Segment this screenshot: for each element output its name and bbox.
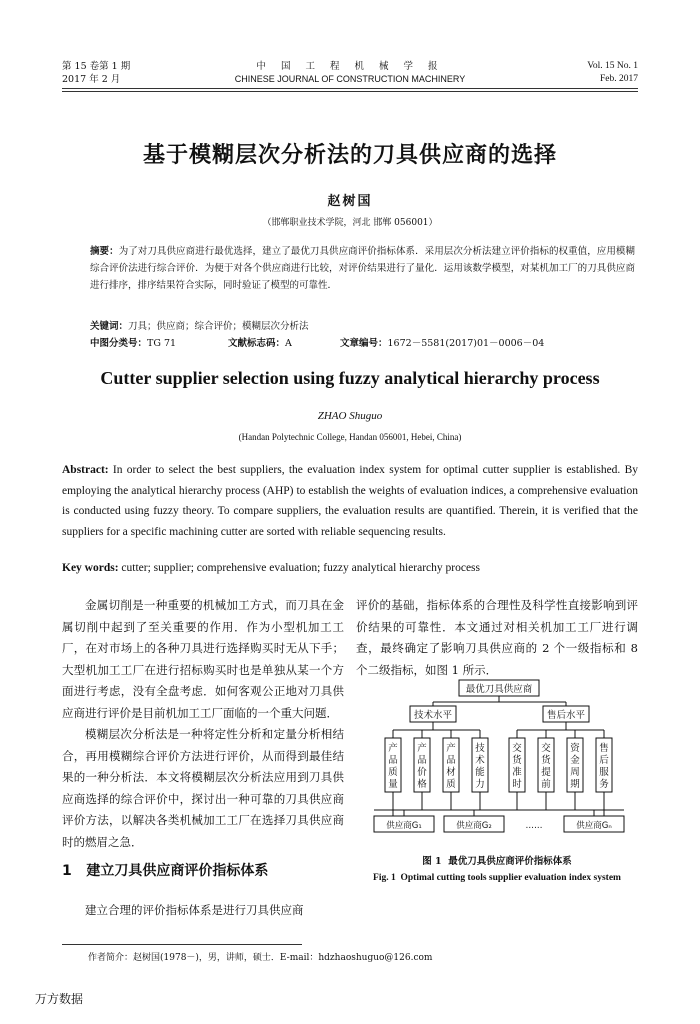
keywords-en-text: cutter; supplier; comprehensive evaluation; fuzzy analytical hierarchy process xyxy=(121,562,481,574)
figure-number-en: Fig. 1 xyxy=(373,873,396,883)
journal-name-cn: 中 国 工 程 机 械 学 报 xyxy=(256,61,444,72)
figure-caption-en xyxy=(356,870,638,887)
clc-label: 中图分类号： xyxy=(90,338,148,349)
journal-name-en: CHINESE JOURNAL OF CONSTRUCTION MACHINERY xyxy=(234,74,466,84)
supplier-label: 供应商G₁ xyxy=(386,821,422,831)
running-header-right xyxy=(587,60,638,86)
level1-node-label: 售后水平 xyxy=(546,710,586,721)
date-cn: 2017 年 2 月 xyxy=(62,74,121,85)
section-heading xyxy=(62,860,344,880)
document-code xyxy=(228,336,292,352)
abstract-cn-label: 摘要： xyxy=(90,246,119,257)
level2-labels xyxy=(388,742,609,790)
paper-title-en: Cutter supplier selection using fuzzy analytical hierarchy process xyxy=(100,368,600,388)
volume-issue-en: Vol. 15 No. 1 xyxy=(587,61,638,71)
figure-hierarchy-diagram xyxy=(368,676,630,848)
level2-node-label: 交货提前 xyxy=(541,743,551,790)
section-title: 建立刀具供应商评价指标体系 xyxy=(86,863,269,879)
level2-node-label: 交货准时 xyxy=(512,743,522,790)
abstract-cn-text: 为了对刀具供应商进行最优选择，建立了最优刀具供应商评价指标体系．采用层次分析法建立评价指标的权重值，应用模糊综合评价法进行综合评价．为便于对各个供应商进行比较，对评价结果进行了量化．运用该数学模型，对某机加工厂的刀具供应商进行排序，排序结果符合实际，同时验证了模型的可靠性． xyxy=(90,246,635,291)
section-number: 1 xyxy=(62,863,72,879)
figure-number-cn: 图 1 xyxy=(422,856,442,867)
supplier-label: 供应商Gₙ xyxy=(576,821,612,831)
figure-caption-cn xyxy=(356,853,638,870)
figure-title-cn: 最优刀具供应商评价指标体系 xyxy=(448,856,572,867)
body-left-column xyxy=(62,595,344,853)
affiliation-en: (Handan Polytechnic College, Handan 056001, Hebei, China) xyxy=(238,432,462,442)
level2-node-label: 产品质量 xyxy=(388,743,398,790)
keywords-cn xyxy=(90,319,309,335)
root-node-label: 最优刀具供应商 xyxy=(465,684,533,695)
author-footnote: 作者简介：赵树国(1978－)，男，讲师，硕士．E-mail：hdzhaoshuguo@126.com xyxy=(88,953,433,963)
article-no-label: 文章编号： xyxy=(340,338,388,349)
keywords-cn-text: 刀具；供应商；综合评价；模糊层次分析法 xyxy=(128,321,309,332)
level2-node-label: 产品材质 xyxy=(446,743,456,790)
article-no-value: 1672－5581(2017)01－0006－04 xyxy=(387,338,545,349)
wanfang-watermark: 万方数据 xyxy=(35,992,84,1006)
clc-code xyxy=(90,336,176,352)
keywords-cn-label: 关键词： xyxy=(90,321,129,332)
article-number xyxy=(340,336,544,352)
date-en: Feb. 2017 xyxy=(600,74,638,84)
supplier-ellipsis: …… xyxy=(525,821,543,831)
author-en: ZHAO Shuguo xyxy=(317,410,383,422)
keywords-en-label: Key words: xyxy=(62,562,119,574)
running-header-center xyxy=(200,60,500,86)
running-header-left xyxy=(62,60,130,86)
figure-title-en: Optimal cutting tools supplier evaluation index system xyxy=(400,873,621,883)
clc-value: TG 71 xyxy=(147,338,177,349)
figure-caption xyxy=(356,853,638,887)
section-paragraph: 建立合理的评价指标体系是进行刀具供应商 xyxy=(85,903,304,917)
abstract-en xyxy=(62,460,638,542)
supplier-label: 供应商G₂ xyxy=(456,821,492,831)
abstract-en-label: Abstract: xyxy=(62,464,109,476)
footnote-rule xyxy=(62,944,302,945)
header-rule-top xyxy=(62,88,638,89)
doc-code-value: A xyxy=(285,338,292,349)
body-paragraph: 金属切削是一种重要的机械加工方式，而刀具在金属切削中起到了至关重要的作用．作为小型机加工工厂，在对市场上的各种刀具进行选择购买时无从下手；大型机加工工厂在进行招标购买时也是单独从某一个方面进行考虑，没有全盘考虑．如何客观公正地对刀具供应商进行评价是目前机加工工厂面临的一个重大问题． xyxy=(62,598,344,720)
keywords-en xyxy=(62,560,638,576)
level2-node-label: 技术能力 xyxy=(475,743,485,790)
level1-node-label: 技术水平 xyxy=(413,710,453,721)
body-paragraph: 模糊层次分析法是一种将定性分析和定量分析相结合，再用模糊综合评价方法进行评价，从而得到最佳结果的一种分析法．本文将模糊层次分析法应用到刀具供应商选择的综合评价中，探讨出一种可靠的刀具供应商评价方法，以解决各类机械加工工厂在选择刀具供应商时的燃眉之急． xyxy=(62,727,344,849)
body-paragraph: 评价的基础，指标体系的合理性及科学性直接影响到评价结果的可靠性．本文通过对相关机加工工厂进行调查，最终确定了影响刀具供应商的 2 个一级指标和 8 个二级指标，如图 1 所示． xyxy=(356,598,638,677)
level2-node-label: 售后服务 xyxy=(599,743,609,790)
paper-title-cn: 基于模糊层次分析法的刀具供应商的选择 xyxy=(142,143,557,168)
abstract-en-text: In order to select the best suppliers, the evaluation index system for optimal cutter supplier is established. By employing the analytical hierarchy process (AHP) to establish the weights of evaluation indices, a comprehensive evaluation is conducted using fuzzy theory. To compare suppliers, the evaluation results are quantified. Therein, it is verified that the suppliers for a specific machining cutter are sorted with reliable sequencing results. xyxy=(62,464,639,538)
abstract-cn xyxy=(90,243,635,294)
level2-node-label: 资金周期 xyxy=(570,743,580,790)
header-rule-bottom xyxy=(62,91,638,92)
level2-node-label: 产品价格 xyxy=(417,743,427,790)
doc-code-label: 文献标志码： xyxy=(228,338,286,349)
body-right-column xyxy=(356,595,638,681)
affiliation-cn: （邯郸职业技术学院，河北 邯郸 056001） xyxy=(262,218,438,228)
volume-issue-cn: 第 15 卷第 1 期 xyxy=(62,61,131,72)
author-cn: 赵树国 xyxy=(327,194,373,209)
